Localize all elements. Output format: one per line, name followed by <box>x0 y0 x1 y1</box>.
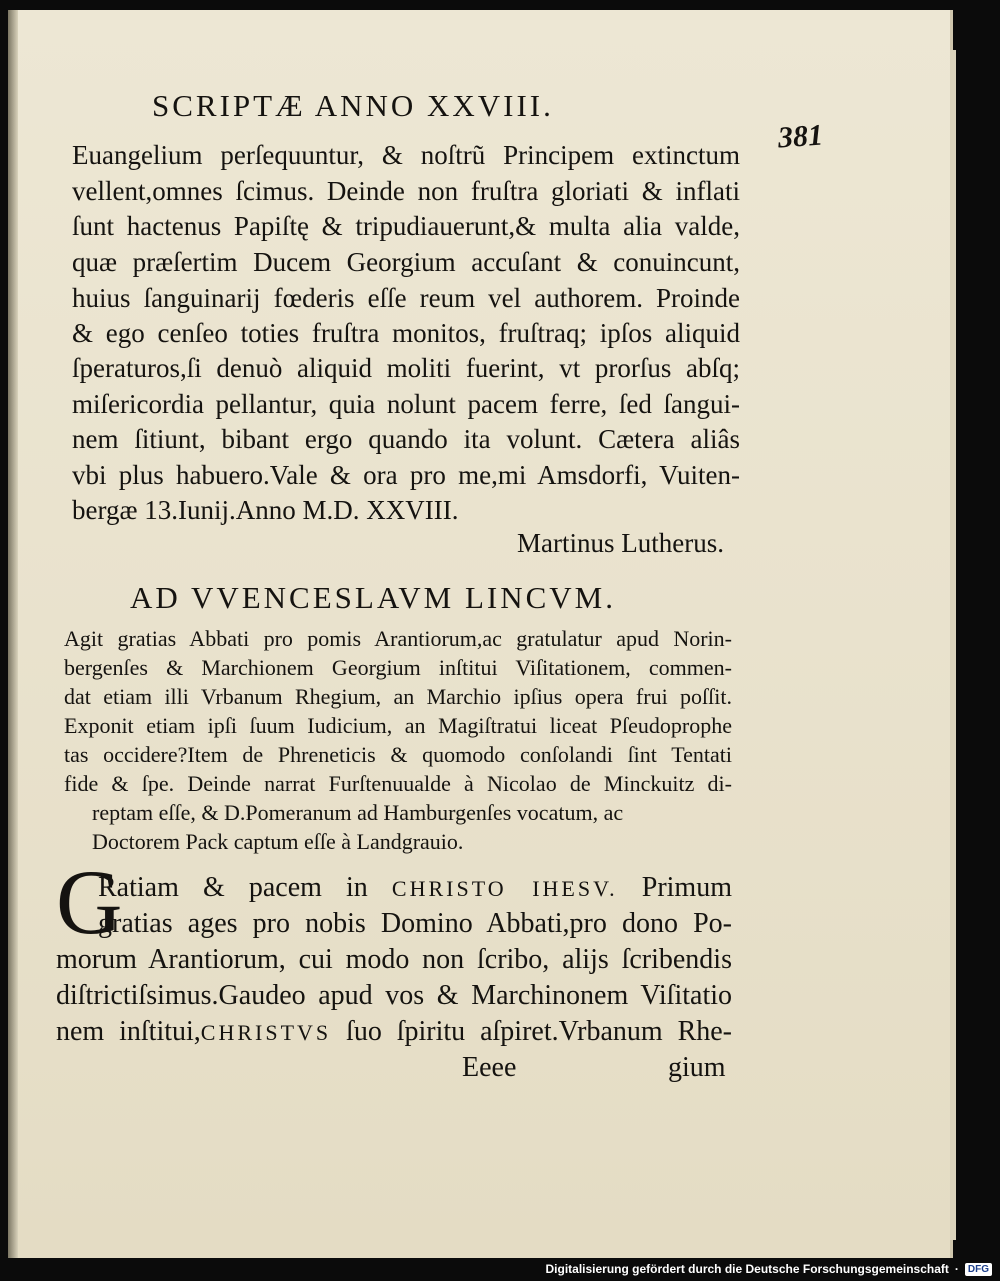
summary-line: reptam eſſe, & D.Pomeranum ad Hamburgenſes vocatum, ac <box>92 800 624 825</box>
body-line: huius ſanguinarij fœderis eſſe reum vel authorem. Proinde <box>72 283 740 313</box>
footer-separator: · <box>954 1262 959 1276</box>
summary-line: Agit gratias Abbati pro pomis Arantiorum,ac gratulatur apud Norin- <box>64 626 732 651</box>
summary-line: Doctorem Pack captum eſſe à Landgrauio. <box>92 829 464 854</box>
signature: Martinus Lutherus. <box>517 528 724 558</box>
body-line: quæ præſertim Ducem Georgium accuſant & conuincunt, <box>72 247 740 277</box>
letter-smallcaps: CHRISTO IHESV. <box>391 876 618 901</box>
page-edge <box>950 50 956 1240</box>
body-line: vbi plus habuero.Vale & ora pro me,mi Amsdorfi, Vuiten- <box>72 460 740 490</box>
letter-line <box>98 872 732 904</box>
page-number: 381 <box>776 118 825 155</box>
page-gutter-shadow <box>8 10 18 1258</box>
summary-line: tas occidere?Item de Phreneticis & quomodo conſolandi ſint Tentati <box>64 742 732 767</box>
letter-smallcaps: CHRISTVS <box>200 1020 332 1045</box>
letter-text: ſuo ſpiritu aſpiret.Vrbanum Rhe- <box>331 1016 732 1047</box>
footer <box>545 1260 992 1278</box>
summary-line: Exponit etiam ipſi ſuum Iudicium, an Magiſtratui liceat Pſeudoprophe <box>64 713 732 738</box>
letter-text: Primum <box>617 872 732 903</box>
body-line: bergæ 13.Iunij.Anno M.D. XXVIII. <box>72 495 459 525</box>
drop-cap: G <box>56 851 123 953</box>
letter-line: morum Arantiorum, cui modo non ſcribo, alijs ſcribendis <box>56 944 732 975</box>
body-line: miſericordia pellantur, quia nolunt pacem ferre, ſed ſangui- <box>72 389 740 419</box>
summary-line: dat etiam illi Vrbanum Rhegium, an Marchio ipſius opera frui poſſit. <box>64 684 732 709</box>
catchword: gium <box>668 1052 726 1083</box>
letter-line <box>56 1016 732 1048</box>
body-line: Euangelium perſequuntur, & noſtrũ Principem extinctum <box>72 140 740 170</box>
letter-text: Ratiam & pacem in <box>98 872 392 903</box>
footer-credit: Digitalisierung gefördert durch die Deutsche Forschungsgemeinschaft <box>545 1262 949 1276</box>
dfg-logo-icon: DFG <box>965 1263 992 1276</box>
running-head: SCRIPTÆ ANNO XXVIII. <box>152 88 554 123</box>
letter-line: diſtrictiſsimus.Gaudeo apud vos & Marchinonem Viſitatio <box>56 980 732 1011</box>
signature-mark: Eeee <box>462 1052 517 1083</box>
letter-line: gratias ages pro nobis Domino Abbati,pro dono Po- <box>98 908 732 939</box>
body-line: nem ſitiunt, bibant ergo quando ita volunt. Cætera aliâs <box>72 424 740 454</box>
body-line: vellent,omnes ſcimus. Deinde non fruſtra gloriati & inflati <box>72 176 740 206</box>
body-line: ſperaturos,ſi denuò aliquid moliti fuerint, vt prorſus abſq; <box>72 353 740 383</box>
summary-line: bergenſes & Marchionem Georgium inſtitui Viſitationem, commen- <box>64 655 732 680</box>
body-line: & ego cenſeo toties fruſtra monitos, fruſtraq; ipſos aliquid <box>72 318 740 348</box>
body-line: ſunt hactenus Papiſtę & tripudiauerunt,& multa alia valde, <box>72 211 740 241</box>
summary-line: fide & ſpe. Deinde narrat Furſtenuualde à Nicolao de Minckuitz di- <box>64 771 732 796</box>
letter-heading: AD VVENCESLAVM LINCVM. <box>130 580 616 615</box>
letter-text: nem inſtitui, <box>56 1016 201 1047</box>
